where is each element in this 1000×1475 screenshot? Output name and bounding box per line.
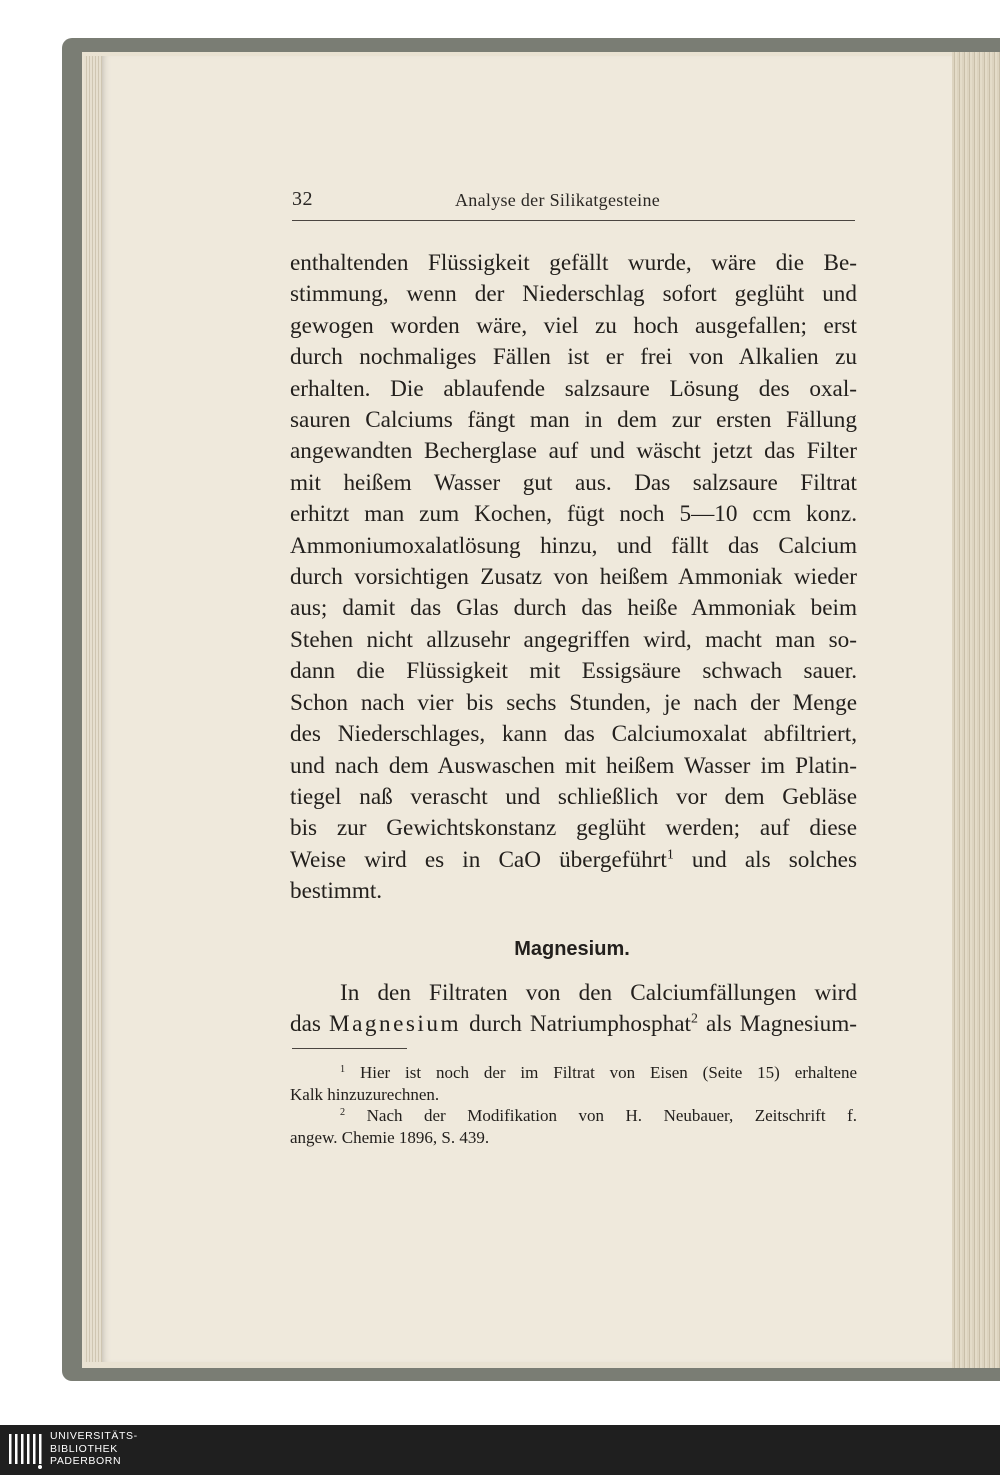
text-line: durch vorsichtigen Zusatz von heißem Ammoniak wieder xyxy=(290,564,857,591)
footnote-rule xyxy=(292,1048,407,1049)
text-fragment: und als solches xyxy=(673,846,857,873)
text-line: stimmung, wenn der Niederschlag sofort geglüht und xyxy=(290,281,857,308)
text-line: bis zur Gewichtskonstanz geglüht werden; auf diese xyxy=(290,815,857,842)
text-line: mit heißem Wasser gut aus. Das salzsaure Filtrat xyxy=(290,469,857,496)
footnote-2-line xyxy=(290,1105,857,1127)
footnote-2-line-2: angew. Chemie 1896, S. 439. xyxy=(290,1127,490,1147)
page-number: 32 xyxy=(292,188,313,210)
library-logo-icon xyxy=(6,1430,46,1470)
text-line: dann die Flüssigkeit mit Essigsäure schwach sauer. xyxy=(290,658,857,685)
footnote-1-line xyxy=(290,1062,857,1084)
logo-line: PADERBORN xyxy=(50,1455,122,1467)
logo-line: UNIVERSITÄTS- xyxy=(50,1430,138,1442)
text-line: des Niederschlages, kann das Calciumoxalat abfiltriert, xyxy=(290,721,857,748)
magnesium-paragraph xyxy=(290,978,857,1041)
footnote-text: Hier ist noch der im Filtrat von Eisen (Seite 15) erhaltene xyxy=(345,1063,857,1082)
body-paragraph xyxy=(290,248,857,908)
footnote-ref-2: 2 xyxy=(690,1012,698,1028)
section-heading: Magnesium. xyxy=(514,938,630,960)
page-left-edges xyxy=(84,56,102,1362)
text-line: gewogen worden wäre, viel zu hoch ausgefallen; erst xyxy=(290,312,857,339)
text-line: bestimmt. xyxy=(290,878,383,905)
footnote-mark: 1 xyxy=(340,1063,346,1075)
text-fragment: das xyxy=(290,1011,321,1038)
text-line: Ammoniumoxalatlösung hinzu, und fällt das Calcium xyxy=(290,532,857,559)
text-line: In den Filtraten von den Calciumfällungen wird xyxy=(340,980,857,1006)
header-rule xyxy=(292,220,855,221)
footnote-mark: 2 xyxy=(340,1106,346,1118)
library-footer-bar xyxy=(0,1425,1000,1475)
footnotes xyxy=(290,1062,857,1148)
text-line: durch nochmaliges Fällen ist er frei von Alkalien zu xyxy=(290,344,857,371)
text-line: Schon nach vier bis sechs Stunden, je nach der Menge xyxy=(290,689,857,716)
text-line-with-footnote xyxy=(290,845,857,876)
text-line: angewandten Becherglase auf und wäscht jetzt das Filter xyxy=(290,438,857,465)
footnote-1-line-2: Kalk hinzuzurechnen. xyxy=(290,1084,440,1104)
text-line: aus; damit das Glas durch das heiße Ammoniak beim xyxy=(290,595,857,622)
spaced-term: Magnesium xyxy=(329,1011,461,1038)
text-fragment: als Magnesium- xyxy=(697,1011,858,1038)
page-right-edges xyxy=(952,52,1000,1368)
footnote-ref-1: 1 xyxy=(666,847,674,863)
text-line: enthaltenden Flüssigkeit gefällt wurde, wäre die Be- xyxy=(290,250,857,276)
text-line-with-footnote xyxy=(290,1009,857,1040)
text-line: Stehen nicht allzusehr angegriffen wird, macht man so- xyxy=(290,626,857,653)
text-line: sauren Calciums fängt man in dem zur ersten Fällung xyxy=(290,407,857,434)
logo-line: BIBLIOTHEK xyxy=(50,1442,118,1455)
footnote-text: Nach der Modifikation von H. Neubauer, Zeitschrift f. xyxy=(345,1106,857,1125)
text-line: erhitzt man zum Kochen, fügt noch 5—10 ccm konz. xyxy=(290,501,857,528)
text-fragment: Weise wird es in CaO übergeführt xyxy=(290,846,667,873)
text-line: und nach dem Auswaschen mit heißem Wasser im Platin- xyxy=(290,752,857,779)
library-logo-text xyxy=(50,1430,138,1468)
text-line: tiegel naß verascht und schließlich vor dem Gebläse xyxy=(290,783,857,810)
running-title: Analyse der Silikatgesteine xyxy=(455,190,661,210)
text-fragment: durch Natriumphosphat xyxy=(469,1011,691,1038)
text-line: erhalten. Die ablaufende salzsaure Lösung des oxal- xyxy=(290,375,857,402)
